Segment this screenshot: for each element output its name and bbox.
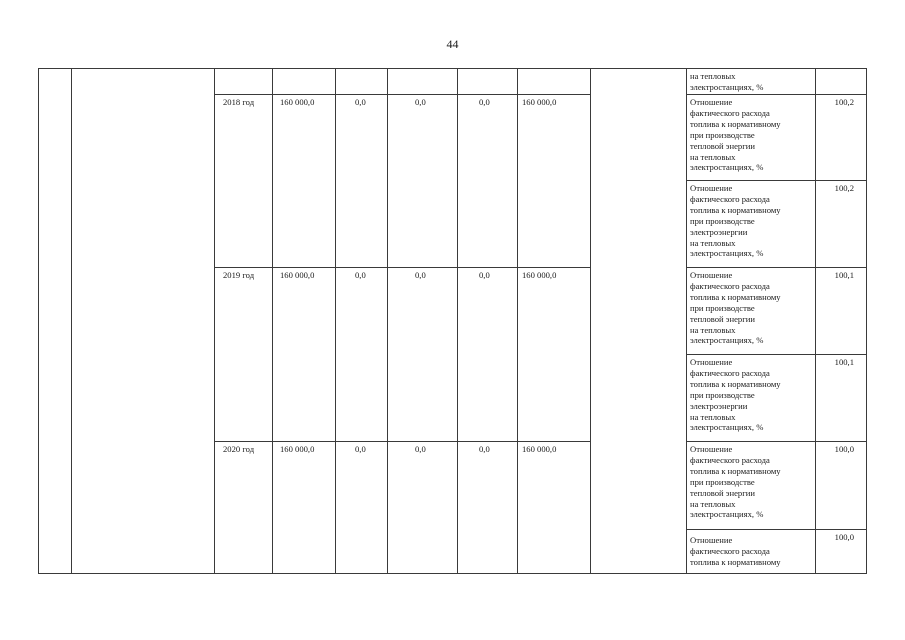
total-cell: 160 000,0 xyxy=(280,270,315,280)
grid-line xyxy=(214,68,215,574)
indicator-text-continued: на тепловых электростанциях, % xyxy=(690,71,764,92)
grid-line xyxy=(590,68,591,574)
value-cell: 0,0 xyxy=(415,97,426,107)
grid-line xyxy=(686,441,867,442)
indicator-value: 100,0 xyxy=(834,532,854,542)
value-cell: 0,0 xyxy=(355,444,366,454)
grid-line xyxy=(38,68,867,69)
grid-line xyxy=(38,68,39,574)
total-cell: 160 000,0 xyxy=(280,97,315,107)
indicator-text: Отношение фактического расхода топлива к нормативному xyxy=(690,535,781,567)
indicator-text: Отношение фактического расхода топлива к нормативному при производстве электроэнергии на тепловых электростанциях, % xyxy=(690,183,781,259)
value-cell: 160 000,0 xyxy=(522,270,557,280)
page-number: 44 xyxy=(446,37,459,51)
value-cell: 0,0 xyxy=(415,270,426,280)
grid-line xyxy=(38,573,867,574)
grid-line xyxy=(517,68,518,574)
value-cell: 0,0 xyxy=(479,97,490,107)
grid-line xyxy=(71,68,72,574)
indicator-value: 100,1 xyxy=(834,357,854,367)
year-cell: 2018 год xyxy=(223,97,255,107)
indicator-text: Отношение фактического расхода топлива к нормативному при производстве тепловой энергии на тепловых электростанциях, % xyxy=(690,97,781,173)
grid-line xyxy=(686,68,687,574)
indicator-value: 100,0 xyxy=(834,444,854,454)
grid-line xyxy=(214,441,590,442)
grid-line xyxy=(387,68,388,574)
grid-line xyxy=(214,267,590,268)
year-cell: 2020 год xyxy=(223,444,255,454)
grid-line xyxy=(686,180,867,181)
indicator-value: 100,2 xyxy=(834,183,854,193)
grid-line xyxy=(686,94,867,95)
total-cell: 160 000,0 xyxy=(280,444,315,454)
value-cell: 160 000,0 xyxy=(522,97,557,107)
value-cell: 0,0 xyxy=(355,97,366,107)
indicator-value: 100,2 xyxy=(834,97,854,107)
indicator-text: Отношение фактического расхода топлива к нормативному при производстве тепловой энергии на тепловых электростанциях, % xyxy=(690,270,781,346)
value-cell: 0,0 xyxy=(355,270,366,280)
indicator-text: Отношение фактического расхода топлива к нормативному при производстве электроэнергии на тепловых электростанциях, % xyxy=(690,357,781,433)
indicator-value: 100,1 xyxy=(834,270,854,280)
value-cell: 0,0 xyxy=(479,444,490,454)
grid-line xyxy=(686,267,867,268)
grid-line xyxy=(335,68,336,574)
grid-line xyxy=(686,529,867,530)
grid-line xyxy=(214,94,590,95)
value-cell: 0,0 xyxy=(479,270,490,280)
indicator-text: Отношение фактического расхода топлива к нормативному при производстве тепловой энергии на тепловых электростанциях, % xyxy=(690,444,781,520)
value-cell: 160 000,0 xyxy=(522,444,557,454)
grid-line xyxy=(457,68,458,574)
value-cell: 0,0 xyxy=(415,444,426,454)
year-cell: 2019 год xyxy=(223,270,255,280)
grid-line xyxy=(815,68,816,574)
grid-line xyxy=(866,68,867,574)
grid-line xyxy=(272,68,273,574)
grid-line xyxy=(686,354,867,355)
